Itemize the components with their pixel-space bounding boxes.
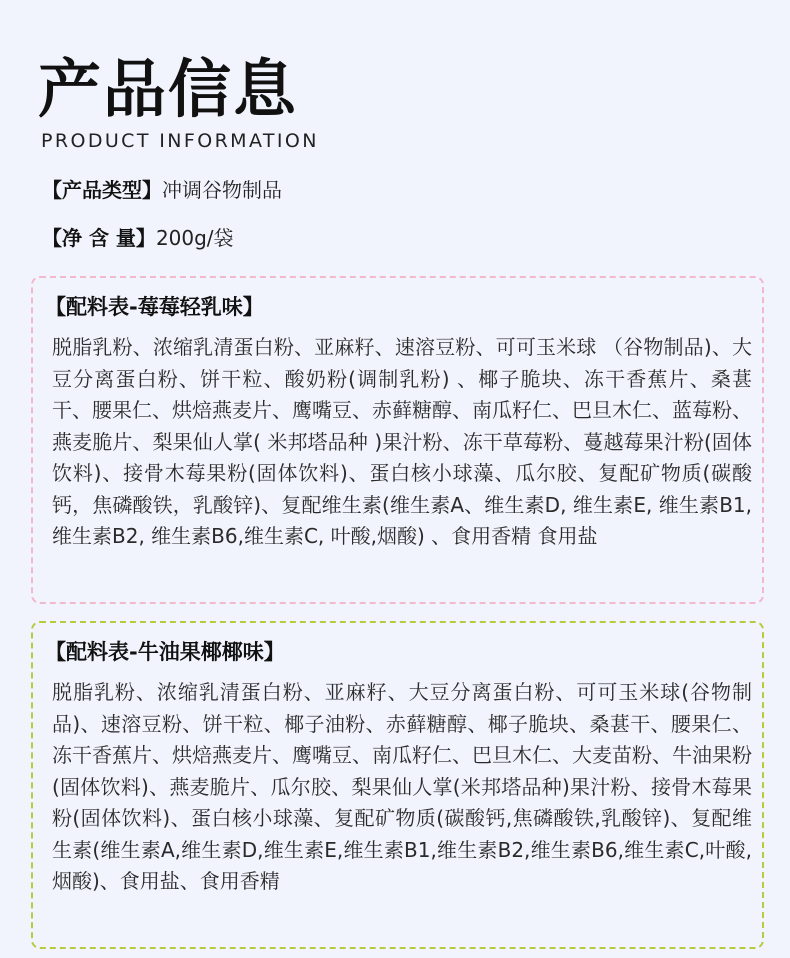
page-title: 产品信息 bbox=[38, 53, 298, 126]
berry-ingredients-box bbox=[31, 276, 764, 604]
net-content-label: 【净 含 量】 bbox=[42, 226, 156, 250]
net-content-row bbox=[42, 224, 234, 252]
product-type-value: 冲调谷物制品 bbox=[162, 178, 282, 202]
net-content-value: 200g/袋 bbox=[155, 226, 234, 250]
product-type-row bbox=[42, 176, 282, 204]
product-type-label: 【产品类型】 bbox=[42, 178, 162, 202]
avocado-ingredients-text: 脱脂乳粉、浓缩乳清蛋白粉、亚麻籽、大豆分离蛋白粉、可可玉米球(谷物制品)、速溶豆粉、饼干粒、椰子油粉、赤藓糖醇、椰子脆块、桑葚干、腰果仁、冻干香蕉片、烘焙燕麦片、鹰嘴豆、南瓜籽仁、巴旦木仁、大麦苗粉、牛油果粉(固体饮料)、燕麦脆片、瓜尔胶、梨果仙人掌(米邦塔品种)果汁粉、接骨木莓果粉(固体饮料)、蛋白核小球藻、复配矿物质(碳酸钙,焦磷酸铁,乳酸锌)、复配维生素(维生素A,维生素D,维生素E,维生素B1,维生素B2,维生素B6,维生素C,叶酸,烟酸)、食用盐、食用香精 bbox=[52, 680, 752, 893]
berry-ingredients-text: 脱脂乳粉、浓缩乳清蛋白粉、亚麻籽、速溶豆粉、可可玉米球 （谷物制品)、大豆分离蛋白粉、饼干粒、酸奶粉(调制乳粉) 、椰子脆块、冻干香蕉片、桑葚干、腰果仁、烘焙燕麦片、鹰嘴豆、赤藓糖醇、南瓜籽仁、巴旦木仁、蓝莓粉、燕麦脆片、梨果仙人掌( 米邦塔品种 )果汁粉、冻干草莓粉、蔓越莓果汁粉(固体饮料)、接骨木莓果粉(固体饮料)、蛋白核小球藻、瓜尔胶、复配矿物质(碳酸钙，焦磷酸铁，乳酸锌)、复配维生素(维生素A、维生素D, 维生素E, 维生素B1, 维生素B2, 维生素B6,维生素C, 叶酸,烟酸) 、食用香精 食用盐 bbox=[52, 335, 752, 548]
page-subtitle: PRODUCT INFORMATION bbox=[41, 130, 319, 152]
avocado-ingredients-box bbox=[31, 621, 764, 949]
avocado-ingredients-heading: 【配料表-牛油果椰椰味】 bbox=[45, 640, 285, 664]
berry-ingredients-heading: 【配料表-莓莓轻乳味】 bbox=[45, 295, 264, 319]
